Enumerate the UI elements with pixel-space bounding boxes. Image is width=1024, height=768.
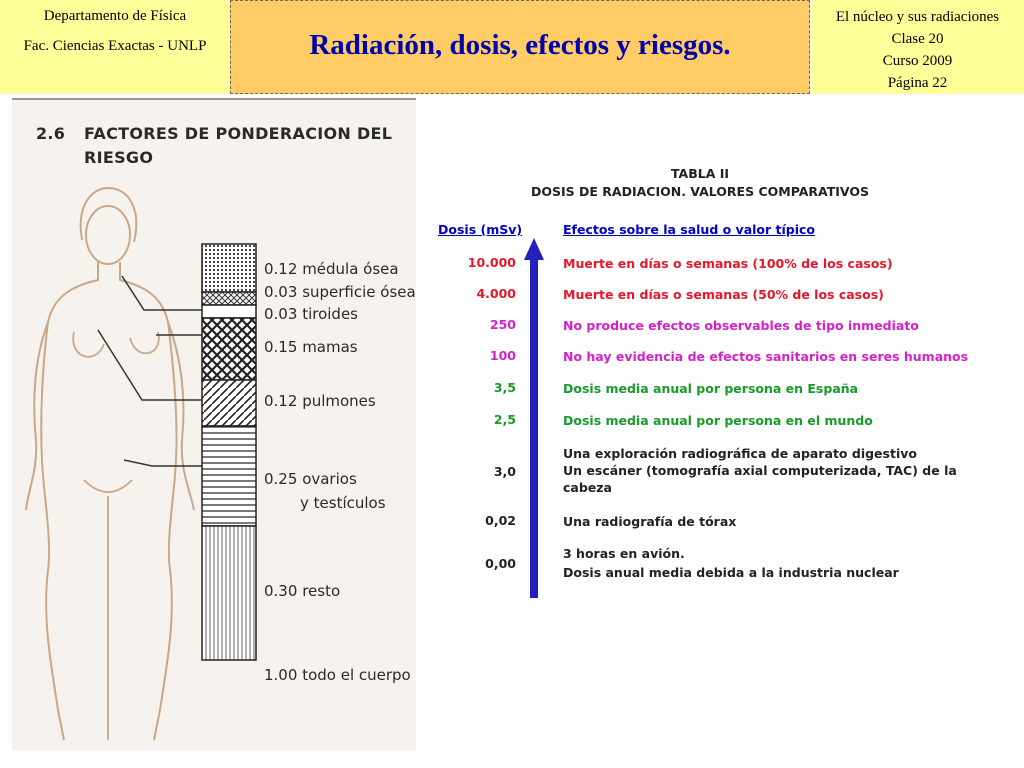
factor-bone-surface: 0.03 superficie ósea <box>264 283 416 301</box>
slide-title: Radiación, dosis, efectos y riesgos. <box>309 28 731 61</box>
effect-text: Muerte en días o semanas (50% de los casos) <box>563 287 884 302</box>
faculty-label: Fac. Ciencias Exactas - UNLP <box>23 38 207 54</box>
factor-whole-body: 1.00 todo el cuerpo <box>264 666 411 684</box>
course-year-label: Curso 2009 <box>882 53 953 69</box>
dose-value: 10.000 <box>467 255 516 270</box>
section-number: 2.6 <box>36 124 66 143</box>
table-title-line1: TABLA II <box>670 166 730 181</box>
risk-weighting-figure <box>12 98 416 750</box>
factor-breasts: 0.15 mamas <box>264 338 358 356</box>
dose-value: 2,5 <box>493 412 516 427</box>
effect-text: Dosis media anual por persona en España <box>563 381 859 396</box>
effect-text: Dosis media anual por persona en el mundo <box>563 413 873 428</box>
course-topic-label: El núcleo y sus radiaciones <box>835 9 1000 25</box>
department-label: Departamento de Física <box>43 8 187 24</box>
dose-value: 250 <box>489 317 516 332</box>
dose-value: 0,00 <box>485 556 516 571</box>
dose-scale-arrow <box>530 252 538 598</box>
dose-value: 3,5 <box>493 380 516 395</box>
effect-text-line2: Un escáner (tomografía axial computerizada, TAC) de la cabeza <box>563 463 957 495</box>
dose-comparison-table <box>430 160 1010 600</box>
header-left-panel <box>0 0 230 94</box>
class-number-label: Clase 20 <box>891 31 944 47</box>
dose-column-header: Dosis (mSv) <box>438 222 523 237</box>
factor-lungs: 0.12 pulmones <box>264 392 376 410</box>
figure-title-line1: FACTORES DE PONDERACION DEL <box>84 124 393 143</box>
header-title-panel <box>230 0 810 94</box>
page-number-label: Página 22 <box>887 75 948 91</box>
effect-text: Muerte en días o semanas (100% de los casos) <box>563 256 893 271</box>
table-title-line2: DOSIS DE RADIACION. VALORES COMPARATIVOS <box>531 184 869 199</box>
dose-value: 3,0 <box>493 464 516 479</box>
effect-text: Una exploración radiográfica de aparato digestivo <box>563 446 917 461</box>
figure-title-line2: RIESGO <box>84 148 154 167</box>
effect-text: No produce efectos observables de tipo inmediato <box>563 318 919 333</box>
factor-gonads: 0.25 ovarios <box>264 470 357 488</box>
body-silhouette-illustration <box>12 100 416 750</box>
effect-column-header: Efectos sobre la salud o valor típico <box>563 222 816 237</box>
effect-text-line2: Dosis anual media debida a la industria nuclear <box>563 565 899 580</box>
factor-bone-marrow: 0.12 médula ósea <box>264 260 399 278</box>
header-right-panel <box>811 0 1024 94</box>
dose-value: 4.000 <box>476 286 516 301</box>
dose-value: 100 <box>489 348 516 363</box>
factor-thyroid: 0.03 tiroides <box>264 305 358 323</box>
factor-remainder: 0.30 resto <box>264 582 341 600</box>
dose-value: 0,02 <box>485 513 516 528</box>
factor-gonads-line2: y testículos <box>300 494 386 512</box>
effect-text: No hay evidencia de efectos sanitarios en seres humanos <box>563 349 969 364</box>
effect-text: Una radiografía de tórax <box>563 514 737 529</box>
effect-text: 3 horas en avión. <box>563 546 685 561</box>
